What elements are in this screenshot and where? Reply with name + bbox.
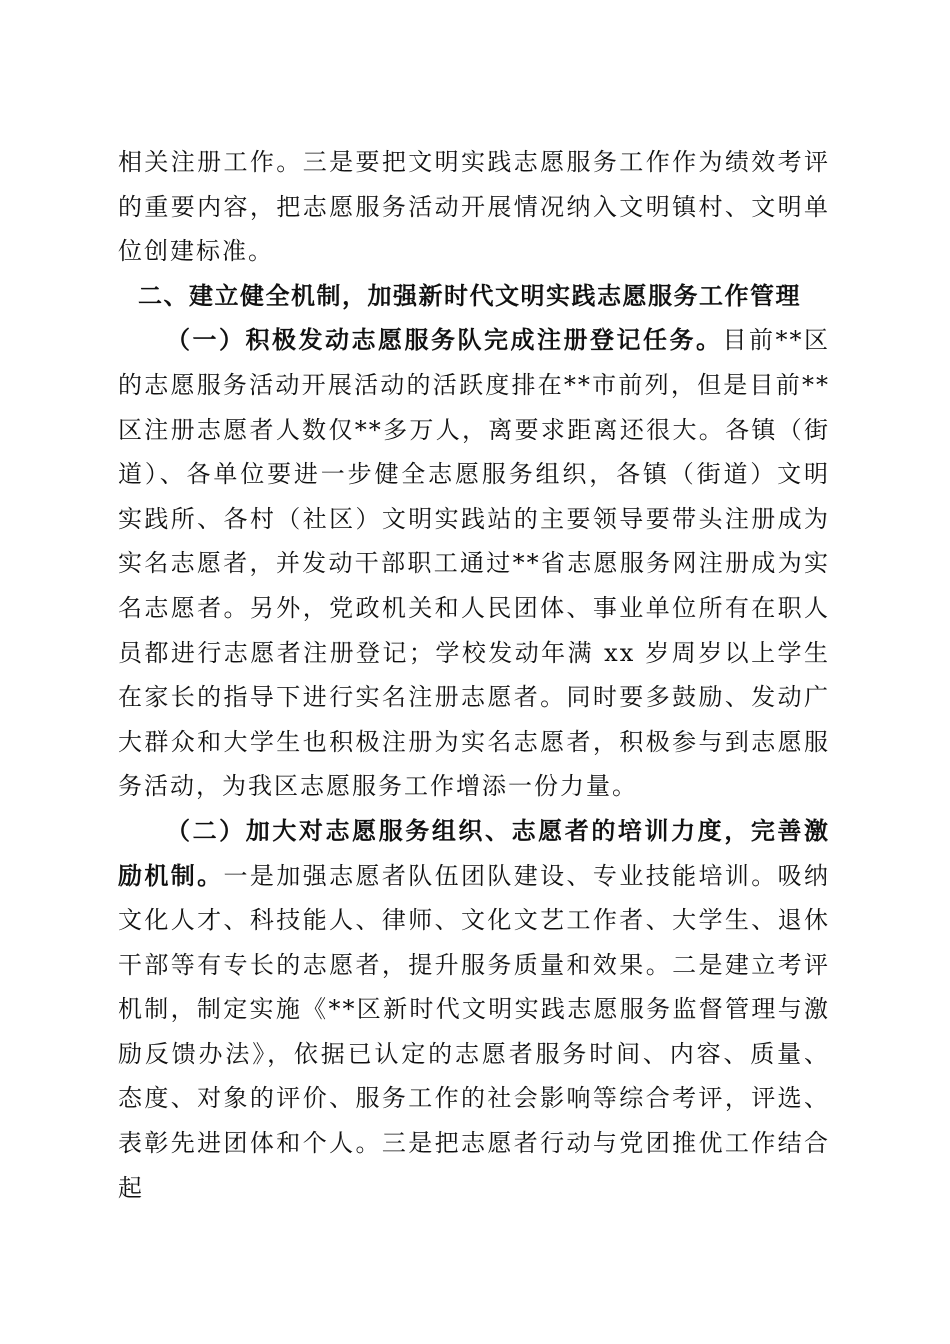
paragraph-item-1 — [118, 318, 830, 809]
item-2-body: 一是加强志愿者队伍团队建设、专业技能培训。吸纳文化人才、科技能人、律师、文化文艺工作者、大学生、退休干部等有专长的志愿者，提升服务质量和效果。二是建立考评机制，制定实施《**区新时代文明实践志愿服务监督管理与激励反馈办法》，依据已认定的志愿者服务时间、内容、质量、态度、对象的评价、服务工作的社会影响等综合考评，评选、表彰先进团体和个人。三是把志愿者行动与党团推优工作结合起 — [118, 861, 831, 1202]
document-page — [118, 140, 830, 1210]
item-2-lead: （二）加大对志愿服务组织、志愿者的培训力度，完善激励机制。 — [118, 816, 830, 890]
paragraph-continuation: 相关注册工作。三是要把文明实践志愿服务工作作为绩效考评的重要内容，把志愿服务活动开展情况纳入文明镇村、文明单位创建标准。 — [118, 148, 830, 266]
item-1-lead: （一）积极发动志愿服务队完成注册登记任务。 — [166, 326, 723, 355]
section-heading: 二、建立健全机制，加强新时代文明实践志愿服务工作管理 — [138, 281, 801, 310]
item-1-body: 目前**区的志愿服务活动开展活动的活跃度排在**市前列，但是目前**区注册志愿者人数仅**多万人，离要求距离还很大。各镇（街道）、各单位要进一步健全志愿服务组织，各镇（街道）文明实践所、各村（社区）文明实践站的主要领导要带头注册成为实名志愿者，并发动干部职工通过**省志愿服务网注册成为实名志愿者。另外，党政机关和人民团体、事业单位所有在职人员都进行志愿者注册登记；学校发动年满 xx 岁周岁以上学生在家长的指导下进行实名注册志愿者。同时要多鼓励、发动广大群众和大学生也积极注册为实名志愿者，积极参与到志愿服务活动，为我区志愿服务工作增添一份力量。 — [118, 326, 830, 801]
paragraph-item-2 — [118, 809, 830, 1210]
